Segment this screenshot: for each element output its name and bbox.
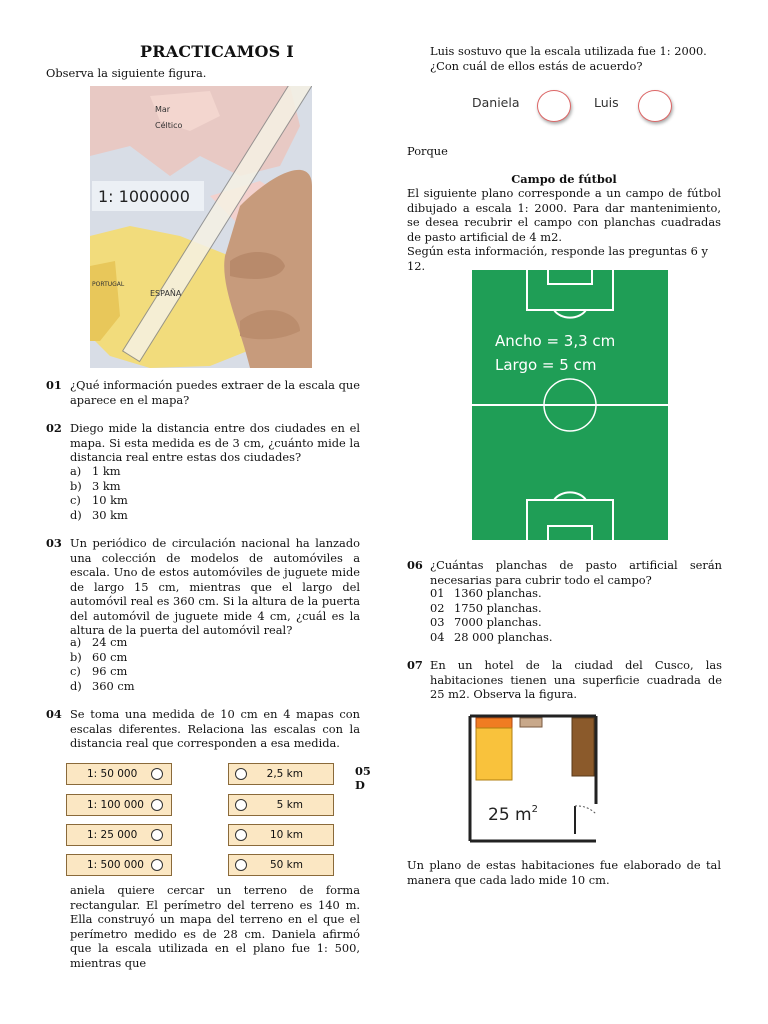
q02-option[interactable]: a) 1 km — [70, 464, 121, 478]
distance-box[interactable]: 10 km — [228, 824, 334, 846]
q06-number: 06 — [407, 558, 423, 572]
choice-daniela-circle[interactable] — [537, 90, 571, 122]
campo-text2: Según esta información, responde las preguntas 6 y 12. — [407, 244, 708, 273]
q02-number: 02 — [46, 421, 62, 435]
map-scale-label: 1: 1000000 — [98, 187, 190, 206]
match-circle[interactable] — [151, 859, 163, 871]
q02-text: Diego mide la distancia entre dos ciudades en el mapa. Si esta medida es de 3 cm, ¿cuánto mide la distancia real entre estas dos ciudades? — [70, 421, 360, 464]
q06-option[interactable]: 01 1360 planchas. — [430, 586, 542, 600]
page-title: PRACTICAMOS I — [140, 42, 294, 61]
room-area-label: 25 $m^2$ — [488, 804, 538, 825]
q07-text2: Un plano de estas habitaciones fue elaborado de tal manera que cada lado mide 10 cm. — [407, 858, 721, 887]
match-circle[interactable] — [235, 799, 247, 811]
field-largo-label: Largo = 5 cm — [495, 356, 597, 374]
match-circle[interactable] — [235, 859, 247, 871]
q01-number: 01 — [46, 378, 62, 392]
scale-box[interactable]: 1: 50 000 — [66, 763, 172, 785]
distance-box[interactable]: 5 km — [228, 794, 334, 816]
q03-option[interactable]: d) 360 cm — [70, 678, 135, 693]
map-label-celtico: Céltico — [155, 121, 183, 130]
q06-text: ¿Cuántas planchas de pasto artificial serán necesarias para cubrir todo el campo? — [430, 558, 722, 587]
q03-option[interactable]: b) 60 cm — [70, 649, 128, 664]
field-ancho-label: Ancho = 3,3 cm — [495, 332, 616, 350]
q02-option[interactable]: d) 30 km — [70, 507, 128, 522]
match-circle[interactable] — [151, 768, 163, 780]
map-label-mar: Mar — [155, 105, 171, 114]
q02-option[interactable]: c) 10 km — [70, 493, 128, 507]
q06-option[interactable]: 03 7000 planchas. — [430, 615, 542, 629]
q02-option[interactable]: b) 3 km — [70, 478, 121, 493]
q04-text: Se toma una medida de 10 cm en 4 mapas con escalas diferentes. Relaciona las escalas con la distancia real que corresponden a esa medida. — [70, 707, 360, 750]
q07-text: En un hotel de la ciudad del Cusco, las habitaciones tienen una superficie cuadrada de 25 m2. Observa la figura. — [430, 658, 722, 701]
campo-text: El siguiente plano corresponde a un campo de fútbol dibujado a escala 1: 2000. Para dar mantenimiento, se desea recubrir el campo con planchas cuadradas de pasto artificial de 4 m2. — [407, 186, 721, 244]
intro-text: Observa la siguiente figura. — [46, 66, 207, 80]
map-photo — [90, 86, 312, 368]
room-drawing — [468, 714, 600, 844]
room-plan — [468, 714, 600, 844]
match-circle[interactable] — [151, 799, 163, 811]
football-field — [470, 268, 670, 542]
q06-options — [430, 586, 553, 644]
match-circle[interactable] — [151, 829, 163, 841]
q05-text: aniela quiere cercar un terreno de forma rectangular. El perímetro del terreno es 140 m. Ella construyó un mapa del terreno en el que el perímetro medido es de 28 cm. Daniela afirmó que la escala utilizada en el plano fue 1: 500, mientras que — [70, 883, 360, 970]
match-circle[interactable] — [235, 829, 247, 841]
distance-box[interactable]: 50 km — [228, 854, 334, 876]
q03-text: Un periódico de circulación nacional ha lanzado una colección de modelos de automóviles a escala. Uno de estos automóviles de juguete mide de largo 15 cm, mientras que el largo del automóvil real es 360 cm. Si la altura de la puerta del automóvil de juguete mide 4 cm, ¿cuál es la altura de la puerta del automóvil real? — [70, 536, 361, 637]
q03-number: 03 — [46, 536, 62, 550]
field-drawing — [470, 268, 670, 542]
scale-box[interactable]: 1: 500 000 — [66, 854, 172, 876]
q05-dropcap: D — [355, 778, 365, 792]
q05-text-cont: Luis sostuvo que la escala utilizada fue 1: 2000. ¿Con cuál de ellos estás de acuerdo? — [430, 44, 707, 73]
map-illustration — [90, 86, 312, 368]
porque-label: Porque — [407, 144, 448, 158]
q03-option[interactable]: a) 24 cm — [70, 635, 128, 649]
q03-options — [70, 635, 135, 693]
q06-option[interactable]: 02 1750 planchas. — [430, 600, 542, 615]
map-label-portugal: PORTUGAL — [92, 281, 125, 288]
q06-option[interactable]: 04 28 000 planchas. — [430, 629, 553, 644]
campo-heading: Campo de fútbol — [511, 172, 617, 186]
q03-option[interactable]: c) 96 cm — [70, 664, 128, 678]
q05-number: 05 — [355, 764, 371, 778]
map-label-espana: ESPAÑA — [150, 289, 182, 298]
choice-luis-circle[interactable] — [638, 90, 672, 122]
scale-box[interactable]: 1: 25 000 — [66, 824, 172, 846]
q01-text: ¿Qué información puedes extraer de la escala que aparece en el mapa? — [70, 378, 360, 407]
match-circle[interactable] — [235, 768, 247, 780]
scale-box[interactable]: 1: 100 000 — [66, 794, 172, 816]
q07-number: 07 — [407, 658, 423, 672]
choice-luis-label: Luis — [594, 95, 619, 110]
q04-number: 04 — [46, 707, 62, 721]
distance-box[interactable]: 2,5 km — [228, 763, 334, 785]
q02-options — [70, 464, 128, 522]
choice-daniela-label: Daniela — [472, 95, 520, 110]
